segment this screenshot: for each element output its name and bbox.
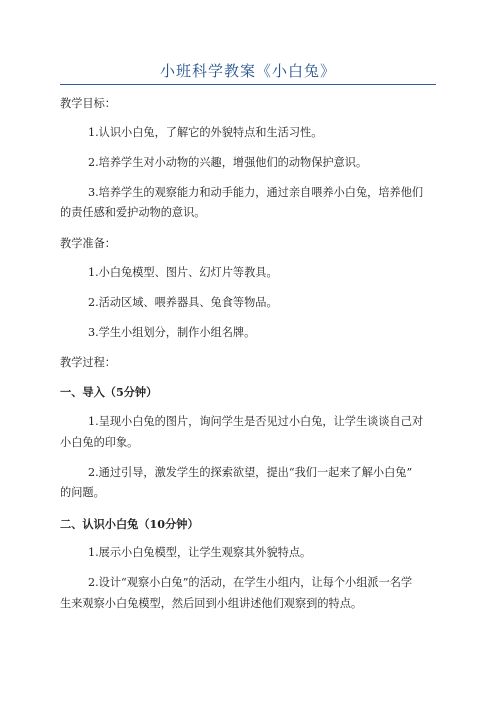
preparation-item: 3.学生小组划分，制作小组名牌。 <box>88 326 256 339</box>
objective-item-continued: 的责任感和爱护动物的意识。 <box>60 206 206 219</box>
objective-item: 3.培养学生的观察能力和动手能力，通过亲自喂养小白兔，培养他们 <box>88 186 424 199</box>
section-text: 2.通过引导，激发学生的探索欲望，提出“我们一起来了解小白兔” <box>88 466 413 479</box>
section-text: 1.展示小白兔模型，让学生观察其外貌特点。 <box>88 546 312 559</box>
process-heading: 教学过程： <box>60 356 116 369</box>
section-text-continued: 生来观察小白兔模型，然后回到小组讲述他们观察到的特点。 <box>60 597 363 610</box>
section-text-continued: 的问题。 <box>60 486 105 499</box>
preparation-heading: 教学准备： <box>60 237 116 250</box>
objectives-heading: 教学目标： <box>60 97 116 110</box>
section-text: 1.呈现小白兔的图片，询问学生是否见过小白兔，让学生谈谈自己对 <box>88 415 424 428</box>
objective-item: 1.认识小白兔，了解它的外貌特点和生活习性。 <box>88 126 323 139</box>
page-title: 小班科学教案《小白兔》 <box>159 62 336 80</box>
section-heading: 二、认识小白兔（10分钟） <box>60 517 199 531</box>
section-text: 2.设计“观察小白兔”的活动，在学生小组内，让每个小组派一名学 <box>88 576 413 589</box>
section-heading: 一、导入（5分钟） <box>60 385 158 399</box>
section-text-continued: 小白兔的印象。 <box>60 436 139 449</box>
preparation-item: 1.小白兔模型、图片、幻灯片等教具。 <box>88 266 278 279</box>
preparation-item: 2.活动区域、喂养器具、兔食等物品。 <box>88 296 278 309</box>
title-underline <box>60 84 436 85</box>
objective-item: 2.培养学生对小动物的兴趣，增强他们的动物保护意识。 <box>88 156 368 169</box>
